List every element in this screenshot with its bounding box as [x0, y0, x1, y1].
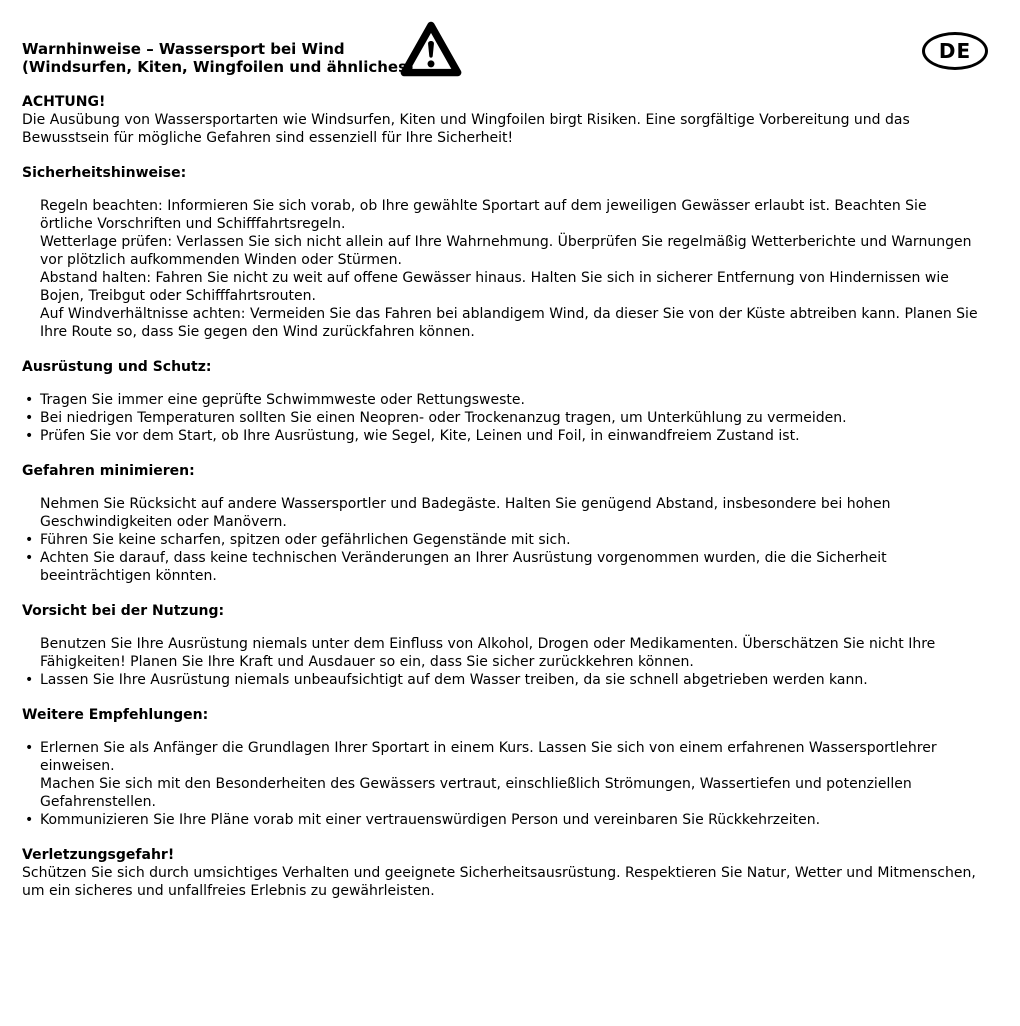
section-equipment: [22, 358, 998, 445]
list-item: Nehmen Sie Rücksicht auf andere Wassersportler und Badegäste. Halten Sie genügend Abstand, insbesondere bei hohen Geschwindigkeiten oder Manövern.: [40, 496, 891, 530]
section-attention: [22, 93, 998, 147]
list-item: • Bei niedrigen Temperaturen sollten Sie einen Neopren- oder Trockenanzug tragen, um Unterkühlung zu vermeiden.: [22, 409, 980, 427]
warning-triangle-icon: [400, 19, 462, 79]
equipment-list: [22, 391, 998, 445]
minimize-list: [22, 495, 998, 585]
section-heading-caution: Vorsicht bei der Nutzung:: [22, 603, 225, 619]
list-item: • Lassen Sie Ihre Ausrüstung niemals unbeaufsichtigt auf dem Wasser treiben, da sie schnell abgetrieben werden kann.: [22, 671, 980, 689]
list-item: • Prüfen Sie vor dem Start, ob Ihre Ausrüstung, wie Segel, Kite, Leinen und Foil, in einwandfreiem Zustand ist.: [22, 427, 980, 445]
section-heading-safety: Sicherheitshinweise:: [22, 165, 187, 181]
section-recommendations: [22, 706, 998, 829]
injury-body: Schützen Sie sich durch umsichtiges Verhalten und geeignete Sicherheitsausrüstung. Respektieren Sie Natur, Wetter und Mitmenschen, um ein sicheres und unfallfreies Erlebnis zu gewährleisten.: [22, 865, 976, 899]
section-heading-recommendations: Weitere Empfehlungen:: [22, 707, 209, 723]
list-item: • Kommunizieren Sie Ihre Pläne vorab mit einer vertrauenswürdigen Person und vereinbaren Sie Rückkehrzeiten.: [22, 811, 980, 829]
list-item: Machen Sie sich mit den Besonderheiten des Gewässers vertraut, einschließlich Strömungen, Wassertiefen und potenziellen Gefahrenstellen.: [40, 776, 912, 810]
section-safety-notes: [22, 164, 998, 341]
language-badge: [922, 32, 988, 70]
page-title: [22, 40, 998, 76]
list-item: Abstand halten: Fahren Sie nicht zu weit auf offene Gewässer hinaus. Halten Sie sich in sicherer Entfernung von Hindernissen wie Bojen, Treibgut oder Schifffahrtsrouten.: [40, 270, 949, 304]
section-heading-attention: ACHTUNG!: [22, 94, 106, 110]
section-heading-equipment: Ausrüstung und Schutz:: [22, 359, 212, 375]
list-item: Auf Windverhältnisse achten: Vermeiden Sie das Fahren bei ablandigem Wind, da dieser Sie von der Küste abtreiben kann. Planen Sie Ihre Route so, dass Sie gegen den Wind zurückfahren können.: [40, 306, 978, 340]
title-line-1: Warnhinweise – Wassersport bei Wind: [22, 40, 345, 58]
list-item: • Achten Sie darauf, dass keine technischen Veränderungen an Ihrer Ausrüstung vorgenommen wurden, die die Sicherheit beeinträchtigen könnten.: [22, 549, 980, 585]
section-injury-risk: [22, 846, 998, 900]
section-caution-use: [22, 602, 998, 689]
safety-list: [22, 197, 998, 341]
list-item: Regeln beachten: Informieren Sie sich vorab, ob Ihre gewählte Sportart auf dem jeweiligen Gewässer erlaubt ist. Beachten Sie örtliche Vorschriften und Schifffahrtsregeln.: [40, 198, 927, 232]
document-header: [22, 40, 998, 76]
list-item: • Führen Sie keine scharfen, spitzen oder gefährlichen Gegenstände mit sich.: [22, 531, 980, 549]
section-heading-injury: Verletzungsgefahr!: [22, 847, 175, 863]
section-heading-minimize: Gefahren minimieren:: [22, 463, 195, 479]
list-item: Benutzen Sie Ihre Ausrüstung niemals unter dem Einfluss von Alkohol, Drogen oder Medikamenten. Überschätzen Sie nicht Ihre Fähigkeiten! Planen Sie Ihre Kraft und Ausdauer so ein, dass Sie sicher zurückkehren können.: [40, 636, 936, 670]
section-minimize-dangers: [22, 462, 998, 585]
list-item: • Erlernen Sie als Anfänger die Grundlagen Ihrer Sportart in einem Kurs. Lassen Sie sich von einem erfahrenen Wassersportlehrer einweisen.: [22, 739, 980, 775]
language-code: DE: [938, 39, 972, 63]
list-item: • Tragen Sie immer eine geprüfte Schwimmweste oder Rettungsweste.: [22, 391, 980, 409]
title-line-2: (Windsurfen, Kiten, Wingfoilen und ähnliches): [22, 58, 414, 76]
caution-list: [22, 635, 998, 689]
list-item: Wetterlage prüfen: Verlassen Sie sich nicht allein auf Ihre Wahrnehmung. Überprüfen Sie regelmäßig Wetterberichte und Warnungen vor plötzlich aufkommenden Winden oder Stürmen.: [40, 234, 972, 268]
attention-body: Die Ausübung von Wassersportarten wie Windsurfen, Kiten und Wingfoilen birgt Risiken. Eine sorgfältige Vorbereitung und das Bewusstsein für mögliche Gefahren sind essenziell für Ihre Sicherheit!: [22, 112, 910, 146]
recommendations-list: [22, 739, 998, 829]
